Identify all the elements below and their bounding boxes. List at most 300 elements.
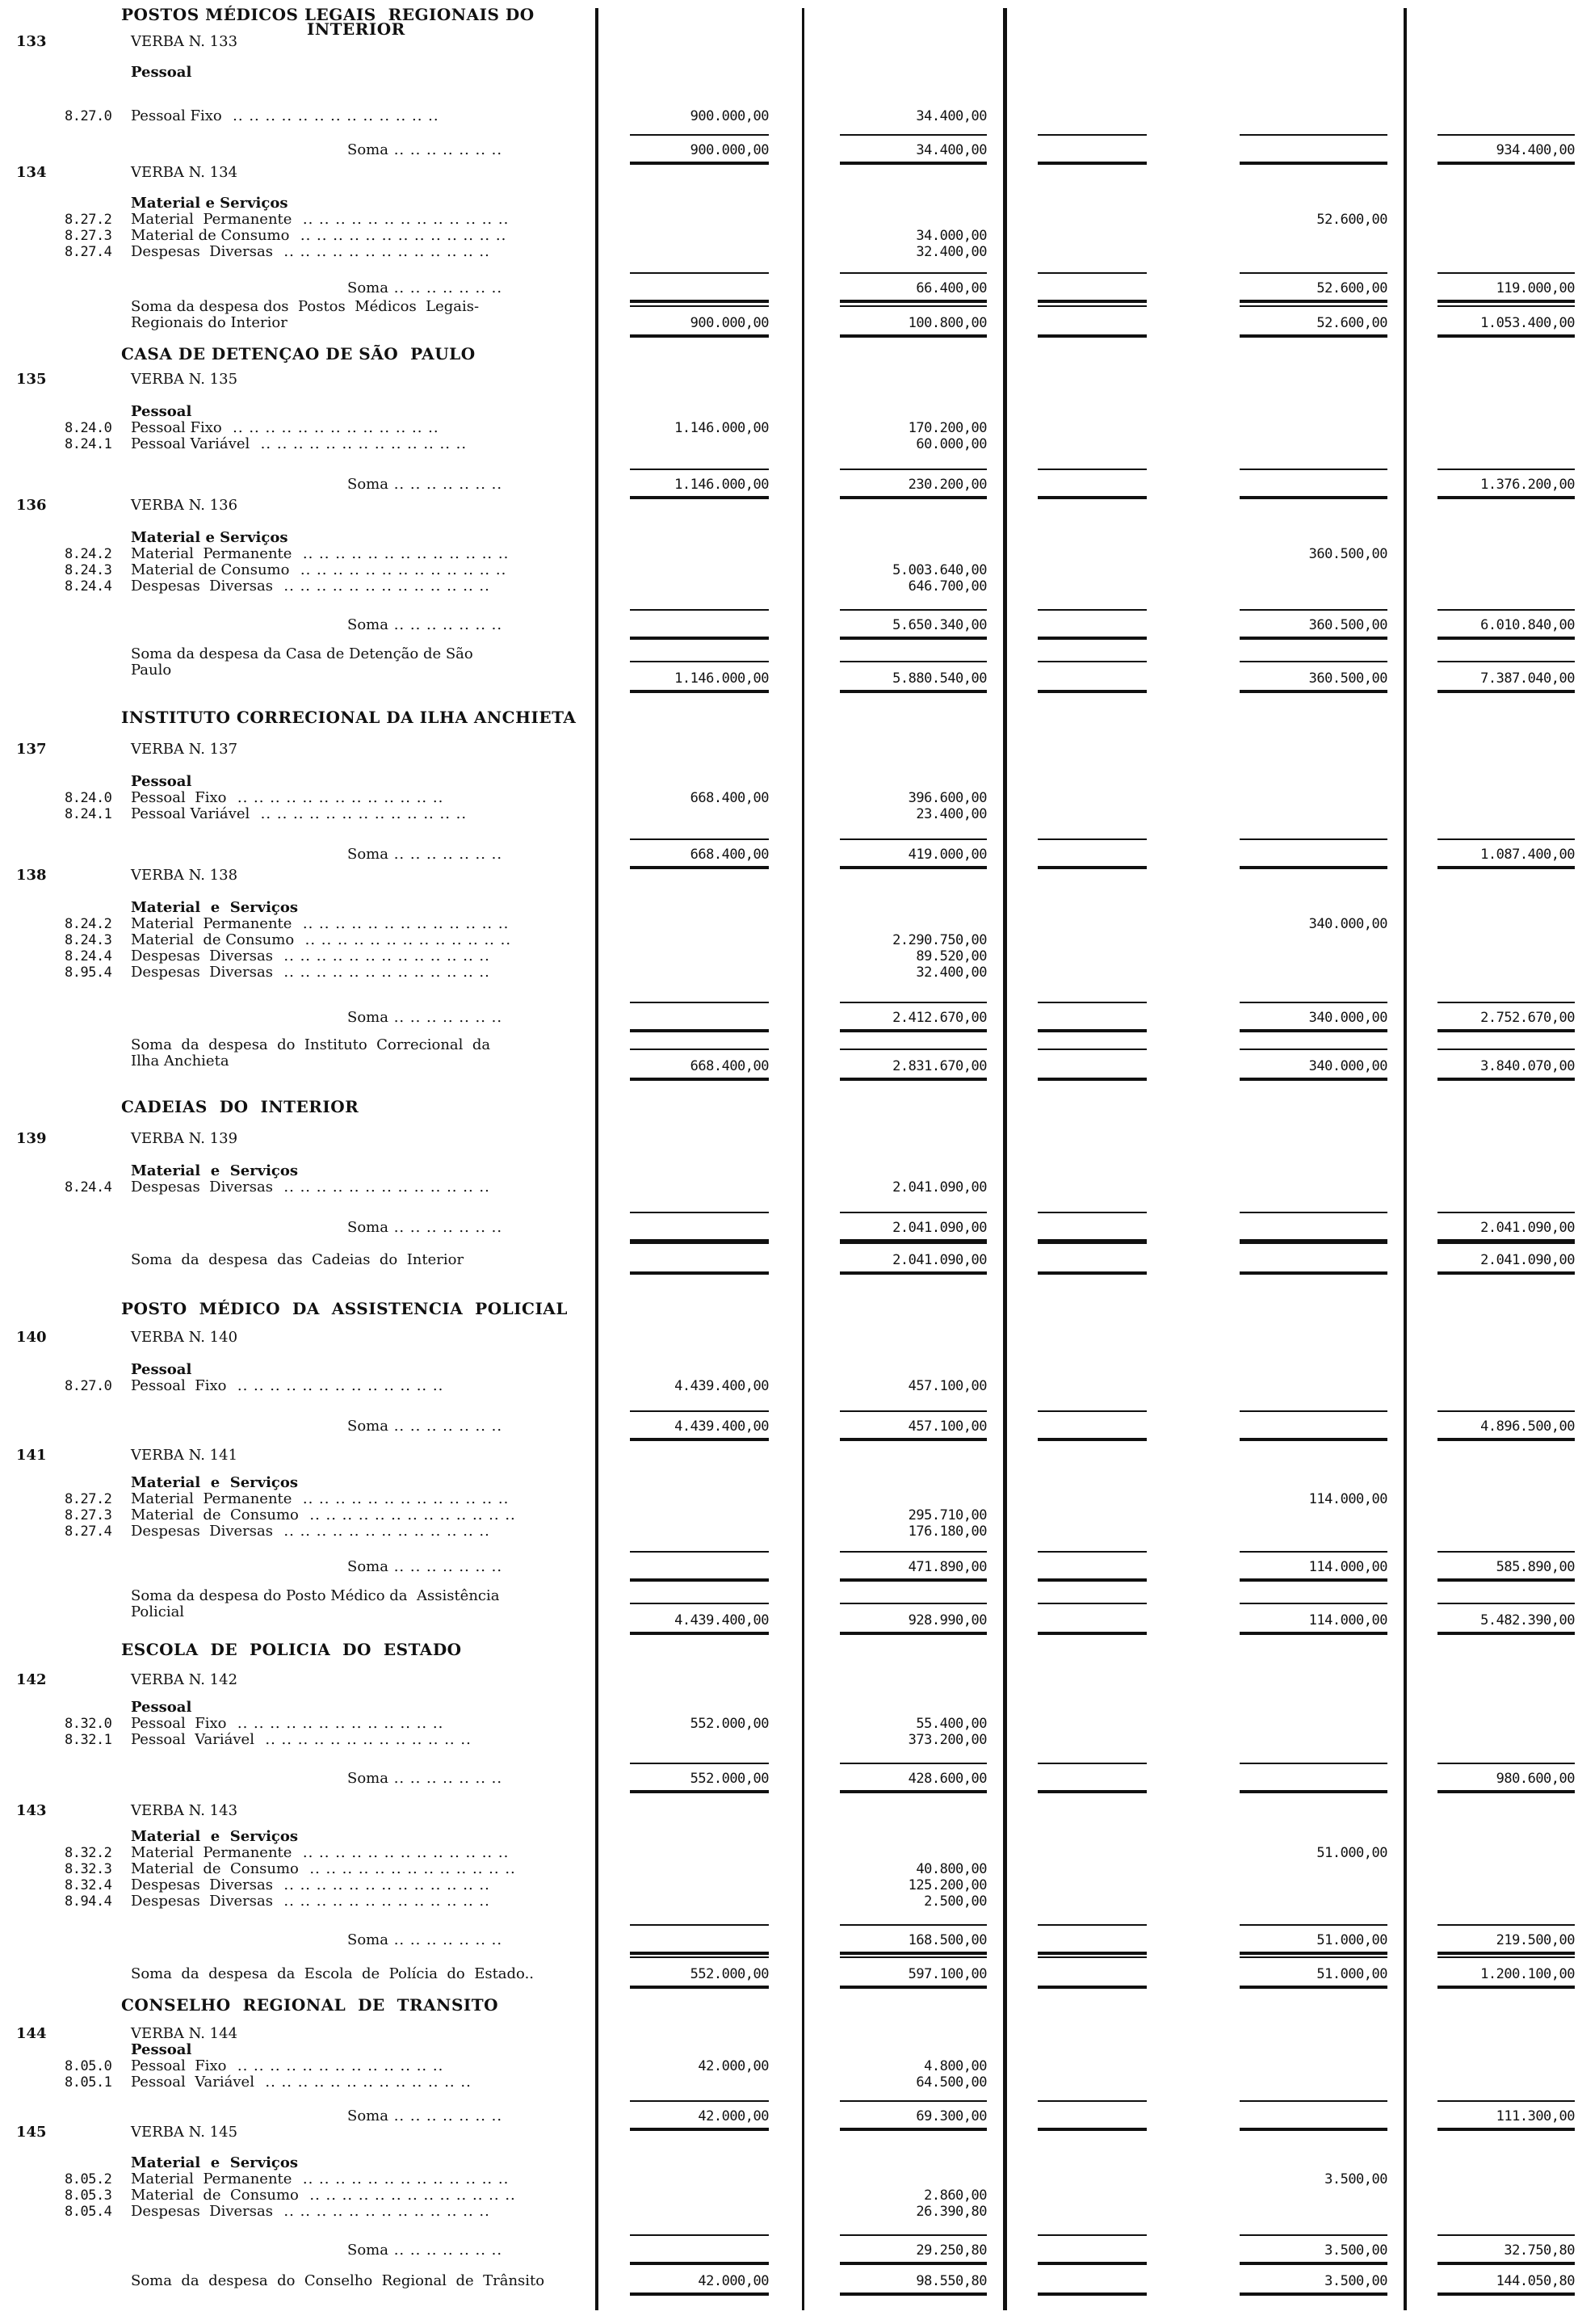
amount-c1: 552.000,00 bbox=[690, 1716, 769, 1732]
soma-c1: 1.146.000,00 bbox=[674, 477, 769, 493]
verba-number: 134 bbox=[16, 164, 47, 181]
rule-c5 bbox=[1437, 1790, 1575, 1793]
rule-c4 bbox=[1240, 162, 1387, 165]
item-label: Material de Consumo .. .. .. .. .. .. .. .. .. .. .. .. .. bbox=[131, 1860, 516, 1877]
rule-c2 bbox=[840, 2292, 987, 2296]
dot-leader: .. .. .. .. .. .. .. bbox=[388, 1770, 503, 1787]
rule-c1 bbox=[630, 300, 769, 303]
soma-c4: 340.000,00 bbox=[1308, 1010, 1387, 1026]
verba-number: 141 bbox=[16, 1447, 47, 1464]
section-heading: CONSELHO REGIONAL DE TRANSITO bbox=[121, 1995, 499, 2015]
column-rule-3 bbox=[1003, 8, 1007, 2310]
rule-c3 bbox=[1038, 469, 1147, 470]
total-c5: 144.050,80 bbox=[1496, 2273, 1575, 2289]
item-label: Material Permanente .. .. .. .. .. .. .. .. .. .. .. .. .. bbox=[131, 1844, 510, 1861]
rule-c2 bbox=[840, 2128, 987, 2131]
dot-leader: .. .. .. .. .. .. .. .. .. .. .. .. .. bbox=[294, 931, 512, 948]
soma-c5: 934.400,00 bbox=[1496, 142, 1575, 158]
rule-c3 bbox=[1038, 272, 1147, 274]
rule-c5 bbox=[1437, 637, 1575, 640]
dot-leader: .. .. .. .. .. .. .. .. .. .. .. .. .. bbox=[289, 227, 507, 244]
soma-c1: 900.000,00 bbox=[690, 142, 769, 158]
dot-leader: .. .. .. .. .. .. .. bbox=[388, 279, 503, 296]
rule-c5 bbox=[1437, 1242, 1575, 1244]
amount-c2: 34.000,00 bbox=[916, 228, 987, 244]
item-label: Pessoal Fixo .. .. .. .. .. .. .. .. .. .. .. .. .. bbox=[131, 419, 439, 436]
rule-c2 bbox=[840, 1790, 987, 1793]
item-label: Despesas Diversas .. .. .. .. .. .. .. .. .. .. .. .. .. bbox=[131, 948, 490, 964]
rule-c3 bbox=[1038, 1078, 1147, 1081]
group-label: Pessoal bbox=[131, 1699, 192, 1716]
verba-number: 144 bbox=[16, 2025, 47, 2042]
item-label: Pessoal Fixo .. .. .. .. .. .. .. .. .. .. .. .. .. bbox=[131, 2057, 444, 2074]
soma-label: Soma .. .. .. .. .. .. .. bbox=[347, 846, 503, 863]
rule-c1 bbox=[630, 2100, 769, 2102]
total-c2: 928.990,00 bbox=[908, 1612, 987, 1628]
group-label: Pessoal bbox=[131, 403, 192, 420]
item-code: 8.27.2 bbox=[65, 212, 112, 228]
rule-c5 bbox=[1437, 469, 1575, 470]
rule-c1 bbox=[630, 637, 769, 640]
total-c4: 114.000,00 bbox=[1308, 1612, 1387, 1628]
item-label: Despesas Diversas .. .. .. .. .. .. .. .. .. .. .. .. .. bbox=[131, 1179, 490, 1196]
dot-leader: .. .. .. .. .. .. .. bbox=[388, 1931, 503, 1948]
group-label: Pessoal bbox=[131, 64, 192, 81]
rule-c5 bbox=[1437, 1078, 1575, 1081]
rule-c3 bbox=[1038, 1790, 1147, 1793]
item-code: 8.24.0 bbox=[65, 420, 112, 436]
rule-c2 bbox=[840, 1578, 987, 1582]
rule-c4 bbox=[1240, 1632, 1387, 1635]
rule-c3 bbox=[1038, 1632, 1147, 1635]
dot-leader: .. .. .. .. .. .. .. .. .. .. .. .. .. bbox=[250, 805, 468, 822]
verba-number: 139 bbox=[16, 1130, 47, 1147]
amount-c2: 646.700,00 bbox=[908, 578, 987, 595]
soma-c2: 471.890,00 bbox=[908, 1559, 987, 1575]
dot-leader: .. .. .. .. .. .. .. bbox=[388, 846, 503, 863]
amount-c2: 40.800,00 bbox=[916, 1861, 987, 1877]
soma-c2: 5.650.340,00 bbox=[892, 617, 987, 633]
rule-c1 bbox=[630, 1271, 769, 1275]
rule-c1 bbox=[630, 1603, 769, 1604]
rule-c4 bbox=[1240, 300, 1387, 303]
soma-c5: 32.750,80 bbox=[1504, 2242, 1575, 2259]
rule-c5 bbox=[1437, 134, 1575, 136]
item-code: 8.24.3 bbox=[65, 562, 112, 578]
rule-c4 bbox=[1240, 1551, 1387, 1553]
rule-c5 bbox=[1437, 334, 1575, 338]
group-label: Material e Serviços bbox=[131, 1828, 299, 1845]
rule-c1 bbox=[630, 2128, 769, 2131]
rule-c1 bbox=[630, 1242, 769, 1244]
soma-c5: 1.087.400,00 bbox=[1480, 847, 1575, 863]
rule-c1 bbox=[630, 1986, 769, 1989]
soma-c1: 4.439.400,00 bbox=[674, 1418, 769, 1435]
group-label: Material e Serviços bbox=[131, 2154, 299, 2171]
section-heading: CADEIAS DO INTERIOR bbox=[121, 1097, 359, 1116]
rule-c4 bbox=[1240, 2292, 1387, 2296]
item-code: 8.95.4 bbox=[65, 964, 112, 981]
amount-c2: 32.400,00 bbox=[916, 244, 987, 260]
section-heading: POSTO MÉDICO DA ASSISTENCIA POLICIAL bbox=[121, 1299, 568, 1318]
total-label: Policial bbox=[131, 1603, 185, 1620]
item-code: 8.94.4 bbox=[65, 1893, 112, 1910]
rule-c4 bbox=[1240, 1763, 1387, 1764]
amount-c4: 52.600,00 bbox=[1316, 212, 1387, 228]
verba-title: VERBA N. 136 bbox=[131, 497, 238, 514]
total-c1: 900.000,00 bbox=[690, 315, 769, 331]
item-code: 8.27.3 bbox=[65, 228, 112, 244]
rule-c2 bbox=[840, 1078, 987, 1081]
item-code: 8.27.4 bbox=[65, 244, 112, 260]
rule-c2 bbox=[840, 609, 987, 611]
soma-label: Soma .. .. .. .. .. .. .. bbox=[347, 2108, 503, 2124]
item-code: 8.24.1 bbox=[65, 806, 112, 822]
rule-c3 bbox=[1038, 305, 1147, 307]
amount-c4: 340.000,00 bbox=[1308, 916, 1387, 932]
dot-leader: .. .. .. .. .. .. .. .. .. .. .. .. .. bbox=[272, 1876, 490, 1893]
rule-c3 bbox=[1038, 496, 1147, 499]
item-label: Material de Consumo .. .. .. .. .. .. .. .. .. .. .. .. .. bbox=[131, 1507, 516, 1523]
rule-c2 bbox=[840, 1271, 987, 1275]
column-rule-1 bbox=[595, 8, 598, 2310]
amount-c2: 32.400,00 bbox=[916, 964, 987, 981]
item-code: 8.05.4 bbox=[65, 2204, 112, 2220]
rule-c3 bbox=[1038, 838, 1147, 840]
rule-c5 bbox=[1437, 1438, 1575, 1441]
rule-c4 bbox=[1240, 1410, 1387, 1412]
item-label: Despesas Diversas .. .. .. .. .. .. .. .. .. .. .. .. .. bbox=[131, 2203, 490, 2220]
rule-c3 bbox=[1038, 690, 1147, 693]
rule-c2 bbox=[840, 1002, 987, 1003]
rule-c2 bbox=[840, 2100, 987, 2102]
amount-c2: 34.400,00 bbox=[916, 108, 987, 124]
dot-leader: .. .. .. .. .. .. .. .. .. .. .. .. .. bbox=[292, 545, 510, 562]
verba-title: VERBA N. 145 bbox=[131, 2124, 238, 2141]
item-label: Despesas Diversas .. .. .. .. .. .. .. .. .. .. .. .. .. bbox=[131, 964, 490, 981]
rule-c1 bbox=[630, 1410, 769, 1412]
soma-c2: 457.100,00 bbox=[908, 1418, 987, 1435]
total-c5: 5.482.390,00 bbox=[1480, 1612, 1575, 1628]
item-code: 8.05.3 bbox=[65, 2187, 112, 2204]
amount-c1: 668.400,00 bbox=[690, 790, 769, 806]
total-c2: 2.041.090,00 bbox=[892, 1252, 987, 1268]
total-c1: 4.439.400,00 bbox=[674, 1612, 769, 1628]
rule-c5 bbox=[1437, 2263, 1575, 2265]
rule-c2 bbox=[840, 272, 987, 274]
rule-c4 bbox=[1240, 866, 1387, 869]
rule-c1 bbox=[630, 1438, 769, 1441]
total-c5: 7.387.040,00 bbox=[1480, 670, 1575, 687]
rule-c3 bbox=[1038, 1410, 1147, 1412]
item-label: Pessoal Variável .. .. .. .. .. .. .. .. .. .. .. .. .. bbox=[131, 435, 468, 452]
rule-c3 bbox=[1038, 1551, 1147, 1553]
dot-leader: .. .. .. .. .. .. .. .. .. .. .. .. .. bbox=[272, 1523, 490, 1540]
dot-leader: .. .. .. .. .. .. .. .. .. .. .. .. .. bbox=[221, 419, 439, 436]
soma-c5: 119.000,00 bbox=[1496, 280, 1575, 296]
rule-c3 bbox=[1038, 2263, 1147, 2265]
item-code: 8.27.0 bbox=[65, 1378, 112, 1394]
item-code: 8.32.2 bbox=[65, 1845, 112, 1861]
rule-c1 bbox=[630, 469, 769, 470]
rule-c1 bbox=[630, 1924, 769, 1926]
rule-c3 bbox=[1038, 1271, 1147, 1275]
item-code: 8.27.2 bbox=[65, 1491, 112, 1507]
rule-c4 bbox=[1240, 1049, 1387, 1050]
amount-c2: 55.400,00 bbox=[916, 1716, 987, 1732]
amount-c4: 360.500,00 bbox=[1308, 546, 1387, 562]
rule-c3 bbox=[1038, 2128, 1147, 2131]
item-code: 8.24.4 bbox=[65, 948, 112, 964]
rule-c3 bbox=[1038, 334, 1147, 338]
item-label: Material Permanente .. .. .. .. .. .. .. .. .. .. .. .. .. bbox=[131, 545, 510, 562]
total-label: Soma da despesa da Casa de Detenção de São bbox=[131, 645, 473, 662]
item-label: Pessoal Fixo .. .. .. .. .. .. .. .. .. .. .. .. .. bbox=[131, 107, 439, 124]
verba-number: 137 bbox=[16, 741, 47, 758]
rule-c4 bbox=[1240, 2263, 1387, 2265]
dot-leader: .. .. .. .. .. .. .. .. .. .. .. .. .. bbox=[272, 948, 490, 964]
rule-c3 bbox=[1038, 1956, 1147, 1958]
rule-c4 bbox=[1240, 469, 1387, 470]
item-code: 8.32.0 bbox=[65, 1716, 112, 1732]
total-c1: 552.000,00 bbox=[690, 1966, 769, 1982]
rule-c1 bbox=[630, 838, 769, 840]
item-label: Material Permanente .. .. .. .. .. .. .. .. .. .. .. .. .. bbox=[131, 2171, 510, 2187]
verba-title: VERBA N. 140 bbox=[131, 1329, 238, 1346]
soma-label: Soma .. .. .. .. .. .. .. bbox=[347, 2242, 503, 2259]
rule-c1 bbox=[630, 1763, 769, 1764]
soma-c2: 168.500,00 bbox=[908, 1932, 987, 1948]
rule-c5 bbox=[1437, 162, 1575, 165]
total-label: Soma da despesa dos Postos Médicos Legais- bbox=[131, 298, 480, 315]
group-label: Material e Serviços bbox=[131, 899, 299, 916]
rule-c3 bbox=[1038, 162, 1147, 165]
group-label: Material e Serviços bbox=[131, 1162, 299, 1179]
item-label: Material Permanente .. .. .. .. .. .. .. .. .. .. .. .. .. bbox=[131, 211, 510, 228]
soma-c2: 428.600,00 bbox=[908, 1771, 987, 1787]
total-c4: 52.600,00 bbox=[1316, 315, 1387, 331]
soma-c5: 2.752.670,00 bbox=[1480, 1010, 1575, 1026]
rule-c1 bbox=[630, 1002, 769, 1003]
rule-c3 bbox=[1038, 1986, 1147, 1989]
rule-c1 bbox=[630, 1078, 769, 1081]
soma-label: Soma .. .. .. .. .. .. .. bbox=[347, 1219, 503, 1236]
rule-c1 bbox=[630, 2263, 769, 2265]
item-code: 8.27.3 bbox=[65, 1507, 112, 1523]
amount-c2: 5.003.640,00 bbox=[892, 562, 987, 578]
amount-c2: 60.000,00 bbox=[916, 436, 987, 452]
total-c4: 360.500,00 bbox=[1308, 670, 1387, 687]
rule-c3 bbox=[1038, 1603, 1147, 1604]
rule-c5 bbox=[1437, 661, 1575, 662]
rule-c1 bbox=[630, 1790, 769, 1793]
rule-c2 bbox=[840, 661, 987, 662]
dot-leader: .. .. .. .. .. .. .. bbox=[388, 1418, 503, 1435]
amount-c4: 3.500,00 bbox=[1324, 2171, 1387, 2187]
rule-c5 bbox=[1437, 1029, 1575, 1032]
group-label: Material e Serviços bbox=[131, 195, 288, 212]
rule-c5 bbox=[1437, 272, 1575, 274]
rule-c1 bbox=[630, 334, 769, 338]
dot-leader: .. .. .. .. .. .. .. .. .. .. .. .. .. bbox=[298, 1507, 516, 1523]
rule-c3 bbox=[1038, 637, 1147, 640]
dot-leader: .. .. .. .. .. .. .. .. .. .. .. .. .. bbox=[292, 1844, 510, 1861]
section-heading: INSTITUTO CORRECIONAL DA ILHA ANCHIETA bbox=[121, 708, 577, 727]
rule-c2 bbox=[840, 838, 987, 840]
rule-c5 bbox=[1437, 496, 1575, 499]
verba-title: VERBA N. 138 bbox=[131, 867, 238, 884]
amount-c2: 295.710,00 bbox=[908, 1507, 987, 1523]
rule-c4 bbox=[1240, 496, 1387, 499]
rule-c5 bbox=[1437, 2234, 1575, 2236]
soma-c1: 42.000,00 bbox=[698, 2108, 769, 2124]
rule-c4 bbox=[1240, 637, 1387, 640]
rule-c4 bbox=[1240, 1924, 1387, 1926]
total-label: Soma da despesa do Posto Médico da Assistência bbox=[131, 1587, 500, 1604]
rule-c1 bbox=[630, 1632, 769, 1635]
rule-c5 bbox=[1437, 2128, 1575, 2131]
total-label: Ilha Anchieta bbox=[131, 1053, 229, 1070]
soma-c4: 114.000,00 bbox=[1308, 1559, 1387, 1575]
rule-c2 bbox=[840, 690, 987, 693]
rule-c5 bbox=[1437, 2100, 1575, 2102]
item-label: Pessoal Fixo .. .. .. .. .. .. .. .. .. .. .. .. .. bbox=[131, 1377, 444, 1394]
total-label: Paulo bbox=[131, 662, 172, 679]
dot-leader: .. .. .. .. .. .. .. bbox=[388, 476, 503, 493]
soma-c2: 419.000,00 bbox=[908, 847, 987, 863]
amount-c2: 396.600,00 bbox=[908, 790, 987, 806]
rule-c5 bbox=[1437, 1271, 1575, 1275]
rule-c2 bbox=[840, 1029, 987, 1032]
rule-c5 bbox=[1437, 1002, 1575, 1003]
soma-label: Soma .. .. .. .. .. .. .. bbox=[347, 1931, 503, 1948]
rule-c3 bbox=[1038, 2234, 1147, 2236]
item-label: Pessoal Variável .. .. .. .. .. .. .. .. .. .. .. .. .. bbox=[131, 1731, 472, 1748]
item-code: 8.24.4 bbox=[65, 1179, 112, 1196]
item-code: 8.32.1 bbox=[65, 1732, 112, 1748]
group-label: Pessoal bbox=[131, 773, 192, 790]
soma-label: Soma .. .. .. .. .. .. .. bbox=[347, 476, 503, 493]
item-label: Pessoal Fixo .. .. .. .. .. .. .. .. .. .. .. .. .. bbox=[131, 1715, 444, 1732]
total-c2: 100.800,00 bbox=[908, 315, 987, 331]
item-code: 8.24.2 bbox=[65, 916, 112, 932]
rule-c1 bbox=[630, 690, 769, 693]
rule-c5 bbox=[1437, 1763, 1575, 1764]
rule-c5 bbox=[1437, 1952, 1575, 1955]
total-c1: 42.000,00 bbox=[698, 2273, 769, 2289]
item-label: Despesas Diversas .. .. .. .. .. .. .. .. .. .. .. .. .. bbox=[131, 1523, 490, 1540]
dot-leader: .. .. .. .. .. .. .. .. .. .. .. .. .. bbox=[226, 1715, 444, 1732]
dot-leader: .. .. .. .. .. .. .. bbox=[388, 616, 503, 633]
rule-c2 bbox=[840, 1049, 987, 1050]
rule-c1 bbox=[630, 1029, 769, 1032]
amount-c1: 900.000,00 bbox=[690, 108, 769, 124]
total-c2: 2.831.670,00 bbox=[892, 1058, 987, 1074]
dot-leader: .. .. .. .. .. .. .. .. .. .. .. .. .. bbox=[254, 2074, 472, 2091]
rule-c2 bbox=[840, 1986, 987, 1989]
amount-c2: 457.100,00 bbox=[908, 1378, 987, 1394]
item-label: Pessoal Variável .. .. .. .. .. .. .. .. .. .. .. .. .. bbox=[131, 805, 468, 822]
item-label: Material de Consumo .. .. .. .. .. .. .. .. .. .. .. .. .. bbox=[131, 561, 507, 578]
soma-c2: 69.300,00 bbox=[916, 2108, 987, 2124]
rule-c5 bbox=[1437, 866, 1575, 869]
item-code: 8.24.3 bbox=[65, 932, 112, 948]
soma-label: Soma .. .. .. .. .. .. .. bbox=[347, 1009, 503, 1026]
rule-c2 bbox=[840, 1632, 987, 1635]
amount-c2: 2.500,00 bbox=[924, 1893, 987, 1910]
soma-c5: 111.300,00 bbox=[1496, 2108, 1575, 2124]
total-label: Soma da despesa do Conselho Regional de Trânsito bbox=[131, 2272, 545, 2289]
amount-c2: 2.041.090,00 bbox=[892, 1179, 987, 1196]
rule-c2 bbox=[840, 1438, 987, 1441]
rule-c5 bbox=[1437, 1578, 1575, 1582]
section-heading: POSTOS MÉDICOS LEGAIS REGIONAIS DO bbox=[121, 5, 535, 24]
rule-c3 bbox=[1038, 300, 1147, 303]
verba-number: 138 bbox=[16, 867, 47, 884]
dot-leader: .. .. .. .. .. .. .. bbox=[388, 1219, 503, 1236]
total-c5: 1.200.100,00 bbox=[1480, 1966, 1575, 1982]
soma-c4: 360.500,00 bbox=[1308, 617, 1387, 633]
item-code: 8.24.0 bbox=[65, 790, 112, 806]
soma-label: Soma .. .. .. .. .. .. .. bbox=[347, 1770, 503, 1787]
rule-c1 bbox=[630, 162, 769, 165]
total-c2: 98.550,80 bbox=[916, 2273, 987, 2289]
dot-leader: .. .. .. .. .. .. .. .. .. .. .. .. .. bbox=[272, 1179, 490, 1196]
soma-c2: 230.200,00 bbox=[908, 477, 987, 493]
rule-c1 bbox=[630, 1049, 769, 1050]
rule-c3 bbox=[1038, 1002, 1147, 1003]
soma-c2: 66.400,00 bbox=[916, 280, 987, 296]
dot-leader: .. .. .. .. .. .. .. .. .. .. .. .. .. bbox=[292, 915, 510, 932]
item-code: 8.27.4 bbox=[65, 1523, 112, 1540]
total-label: Regionais do Interior bbox=[131, 314, 287, 331]
rule-c4 bbox=[1240, 1603, 1387, 1604]
rule-c2 bbox=[840, 2263, 987, 2265]
rule-c1 bbox=[630, 2292, 769, 2296]
soma-c4: 3.500,00 bbox=[1324, 2242, 1387, 2259]
amount-c2: 89.520,00 bbox=[916, 948, 987, 964]
rule-c4 bbox=[1240, 609, 1387, 611]
rule-c2 bbox=[840, 496, 987, 499]
item-label: Material de Consumo .. .. .. .. .. .. .. .. .. .. .. .. .. bbox=[131, 2187, 516, 2204]
amount-c2: 64.500,00 bbox=[916, 2074, 987, 2091]
total-label: Soma da despesa do Instituto Correcional da bbox=[131, 1036, 491, 1053]
item-label: Despesas Diversas .. .. .. .. .. .. .. .. .. .. .. .. .. bbox=[131, 1876, 490, 1893]
verba-title: VERBA N. 143 bbox=[131, 1802, 238, 1819]
item-label: Despesas Diversas .. .. .. .. .. .. .. .. .. .. .. .. .. bbox=[131, 243, 490, 260]
rule-c2 bbox=[840, 162, 987, 165]
rule-c4 bbox=[1240, 1438, 1387, 1441]
item-label: Material de Consumo .. .. .. .. .. .. .. .. .. .. .. .. .. bbox=[131, 227, 507, 244]
rule-c3 bbox=[1038, 2292, 1147, 2296]
rule-c3 bbox=[1038, 1438, 1147, 1441]
dot-leader: .. .. .. .. .. .. .. .. .. .. .. .. .. bbox=[226, 2057, 444, 2074]
rule-c1 bbox=[630, 2234, 769, 2236]
amount-c2: 176.180,00 bbox=[908, 1523, 987, 1540]
amount-c2: 125.200,00 bbox=[908, 1877, 987, 1893]
dot-leader: .. .. .. .. .. .. .. .. .. .. .. .. .. bbox=[272, 1893, 490, 1910]
rule-c1 bbox=[630, 134, 769, 136]
total-c5: 1.053.400,00 bbox=[1480, 315, 1575, 331]
rule-c4 bbox=[1240, 1002, 1387, 1003]
group-label: Pessoal bbox=[131, 2041, 192, 2058]
amount-c4: 114.000,00 bbox=[1308, 1491, 1387, 1507]
rule-c3 bbox=[1038, 1924, 1147, 1926]
soma-c5: 4.896.500,00 bbox=[1480, 1418, 1575, 1435]
amount-c2: 373.200,00 bbox=[908, 1732, 987, 1748]
verba-title: VERBA N. 137 bbox=[131, 741, 238, 758]
dot-leader: .. .. .. .. .. .. .. .. .. .. .. .. .. bbox=[226, 1377, 444, 1394]
